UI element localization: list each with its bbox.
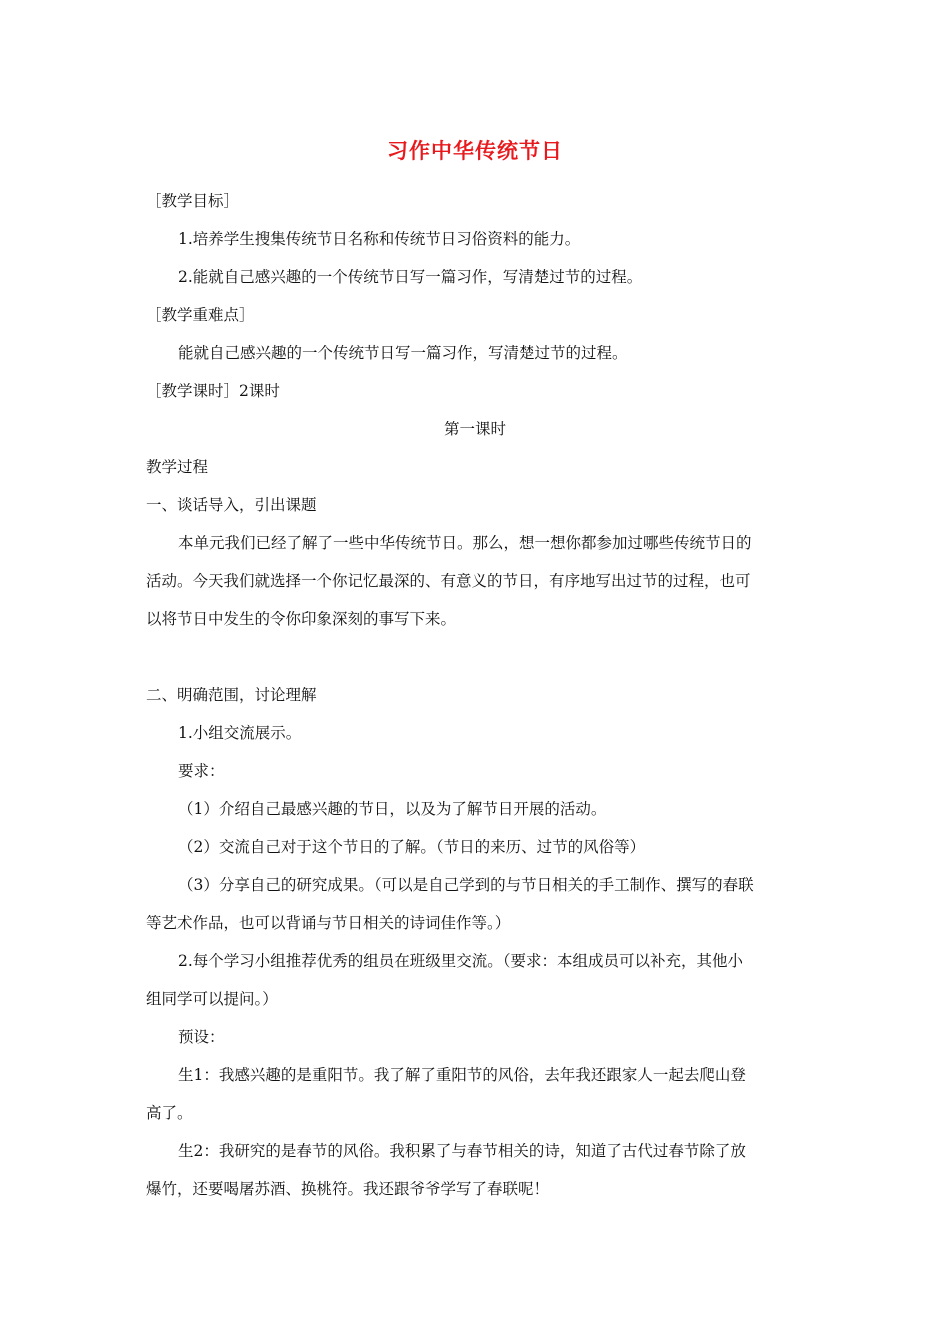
student-2-line-2: 爆竹，还要喝屠苏酒、换桃符。我还跟爷爷学写了春联呢！ — [146, 1180, 550, 1198]
section-1-paragraph-line-1: 本单元我们已经了解了一些中华传统节日。那么，想一想你都参加过哪些传统节日的 — [178, 534, 752, 552]
heading-key-points: ［教学重难点］ — [146, 306, 255, 324]
requirement-3-line-2: 等艺术作品，也可以背诵与节日相关的诗词佳作等。） — [146, 914, 511, 932]
item-2-line-2: 组同学可以提问。） — [146, 990, 278, 1008]
student-2-line-1: 生2：我研究的是春节的风俗。我积累了与春节相关的诗，知道了古代过春节除了放 — [178, 1142, 746, 1160]
document-title: 习作中华传统节日 — [387, 138, 563, 163]
student-1-line-1: 生1：我感兴趣的是重阳节。我了解了重阳节的风俗，去年我还跟家人一起去爬山登 — [178, 1066, 746, 1084]
objective-2: 2.能就自己感兴趣的一个传统节日写一篇习作，写清楚过节的过程。 — [178, 268, 643, 286]
heading-hours: ［教学课时］2课时 — [146, 382, 280, 400]
preset-label: 预设： — [178, 1028, 225, 1046]
requirement-3-line-1: （3）分享自己的研究成果。（可以是自己学到的与节日相关的手工制作、撰写的春联 — [178, 876, 754, 894]
item-2-line-1: 2.每个学习小组推荐优秀的组员在班级里交流。（要求：本组成员可以补充，其他小 — [178, 952, 744, 970]
section-1-heading: 一、谈话导入，引出课题 — [146, 496, 317, 514]
requirement-label: 要求： — [178, 762, 225, 780]
key-point: 能就自己感兴趣的一个传统节日写一篇习作，写清楚过节的过程。 — [178, 344, 628, 362]
objective-1: 1.培养学生搜集传统节日名称和传统节日习俗资料的能力。 — [178, 230, 581, 248]
section-1-paragraph-line-3: 以将节日中发生的令你印象深刻的事写下来。 — [146, 610, 457, 628]
lesson-one-heading: 第一课时 — [443, 420, 506, 438]
heading-objectives: ［教学目标］ — [146, 192, 240, 210]
process-heading: 教学过程 — [146, 458, 209, 476]
item-1: 1.小组交流展示。 — [178, 724, 302, 742]
student-1-line-2: 高了。 — [146, 1104, 193, 1122]
requirement-1: （1）介绍自己最感兴趣的节日，以及为了解节日开展的活动。 — [178, 800, 607, 818]
section-2-heading: 二、明确范围，讨论理解 — [146, 686, 317, 704]
section-1-paragraph-line-2: 活动。今天我们就选择一个你记忆最深的、有意义的节日，有序地写出过节的过程，也可 — [146, 572, 751, 590]
requirement-2: （2）交流自己对于这个节日的了解。（节日的来历、过节的风俗等） — [178, 838, 646, 856]
